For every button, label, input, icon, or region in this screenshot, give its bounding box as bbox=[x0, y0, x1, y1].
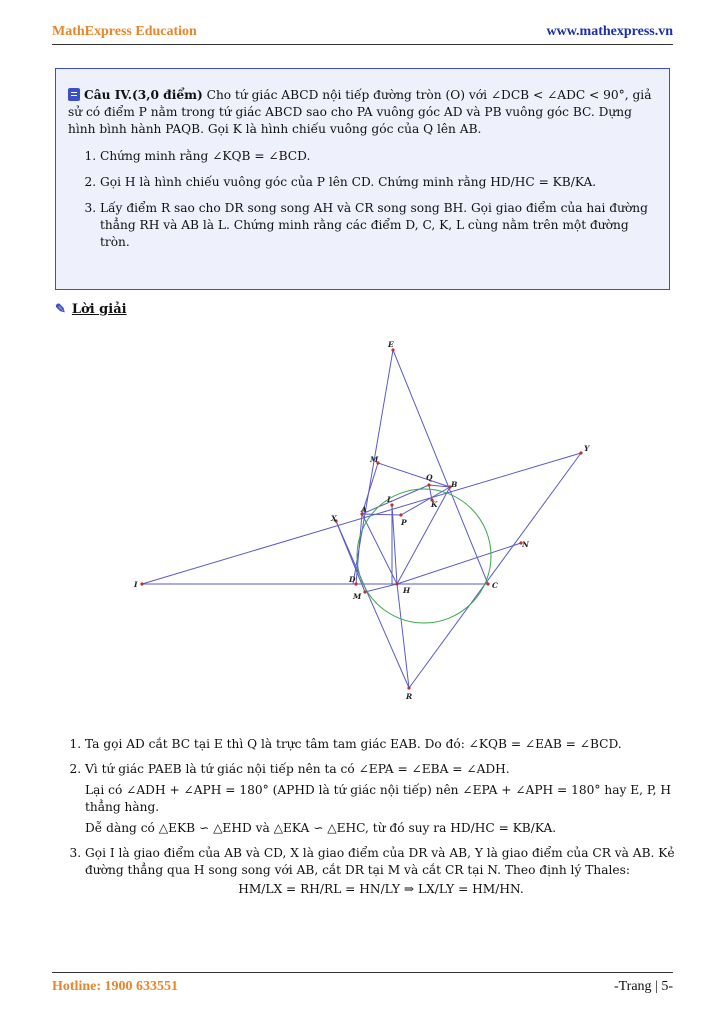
label-A: A bbox=[361, 505, 367, 514]
answer-2-text: Vì tứ giác PAEB là tứ giác nội tiếp nên ta có ∠EPA = ∠EBA = ∠ADH. bbox=[85, 762, 510, 776]
answer-list bbox=[65, 736, 677, 898]
answer-item bbox=[85, 736, 677, 753]
label-R: R bbox=[406, 692, 413, 701]
answer-2-para2: Lại có ∠ADH + ∠APH = 180° (APHD là tứ giác nội tiếp) nên ∠EPA + ∠APH = 180° hay E, P, H thẳng hàng. bbox=[85, 783, 672, 814]
problem-item: 3. Lấy điểm R sao cho DR song song AH và CR song song BH. Gọi giao điểm của hai đường thẳng RH và AB là L. Chứng minh rằng các điểm D, C, K, L cùng nằm trên một đường tròn. bbox=[100, 200, 657, 251]
page-footer bbox=[52, 972, 673, 997]
solution-heading bbox=[55, 302, 127, 317]
label-B: B bbox=[451, 480, 458, 489]
problem-item: 1. Chứng minh rằng ∠KQB = ∠BCD. bbox=[100, 148, 657, 165]
label-P: P bbox=[401, 518, 407, 527]
label-K: K bbox=[431, 500, 438, 509]
header-brand: MathExpress Education bbox=[52, 24, 197, 39]
label-X: X bbox=[331, 514, 337, 523]
label-H: H bbox=[403, 586, 411, 595]
label-N: N bbox=[522, 540, 529, 549]
problem-intro: Cho tứ giác ABCD nội tiếp đường tròn (O) với ∠DCB < ∠ADC < 90°, giả sử có điểm P nằm trong tứ giác ABCD sao cho PA vuông góc AD và PB vuông góc BC. Dựng hình bình hành PAQB. Gọi K là hình chiếu vuông góc của Q lên AB. bbox=[68, 88, 652, 136]
label-M-top: M bbox=[370, 455, 379, 464]
problem-box bbox=[55, 68, 670, 290]
book-icon bbox=[68, 88, 80, 101]
problem-intro-para bbox=[68, 87, 657, 138]
label-Y: Y bbox=[584, 444, 590, 453]
solution-body bbox=[65, 736, 677, 906]
answer-2-para3: Dễ dàng có △EKB ∽ △EHD và △EKA ∽ △EHC, từ đó suy ra HD/HC = KB/KA. bbox=[85, 821, 557, 835]
answer-1-text: Ta gọi AD cắt BC tại E thì Q là trực tâm tam giác EAB. Do đó: ∠KQB = ∠EAB = ∠BCD. bbox=[85, 737, 622, 751]
label-Q: Q bbox=[426, 473, 433, 482]
label-L: L bbox=[387, 495, 393, 504]
solution-title: Lời giải bbox=[71, 302, 127, 317]
label-E: E bbox=[388, 340, 394, 349]
footer-page: -Trang | 5- bbox=[613, 979, 673, 994]
answer-item bbox=[85, 761, 677, 837]
answer-3-text: Gọi I là giao điểm của AB và CD, X là giao điểm của DR và AB, Y là giao điểm của CR và AB. Kẻ đường thẳng qua H song song với AB, cắt DR tại M và cắt CR tại N. Theo định lý Thales: bbox=[85, 846, 675, 877]
header-url[interactable]: www.mathexpress.vn bbox=[546, 24, 673, 39]
answer-item bbox=[85, 845, 677, 898]
pen-icon: ✎ bbox=[55, 302, 66, 317]
label-M-bottom: M bbox=[353, 592, 362, 601]
label-I: I bbox=[134, 580, 138, 589]
label-D: D bbox=[349, 575, 356, 584]
problem-title: Câu IV.(3,0 điểm) bbox=[84, 88, 203, 102]
answer-3-equation: HM/LX = RH/RL = HN/LY ⇒ LX/LY = HM/HN. bbox=[238, 882, 524, 896]
footer-hotline: Hotline: 1900 633551 bbox=[52, 979, 178, 994]
page-header bbox=[52, 22, 673, 45]
problem-items bbox=[68, 148, 657, 251]
problem-item: 2. Gọi H là hình chiếu vuông góc của P lên CD. Chứng minh rằng HD/HC = KB/KA. bbox=[100, 174, 657, 191]
geometry-figure bbox=[120, 335, 610, 705]
label-C: C bbox=[492, 581, 498, 590]
